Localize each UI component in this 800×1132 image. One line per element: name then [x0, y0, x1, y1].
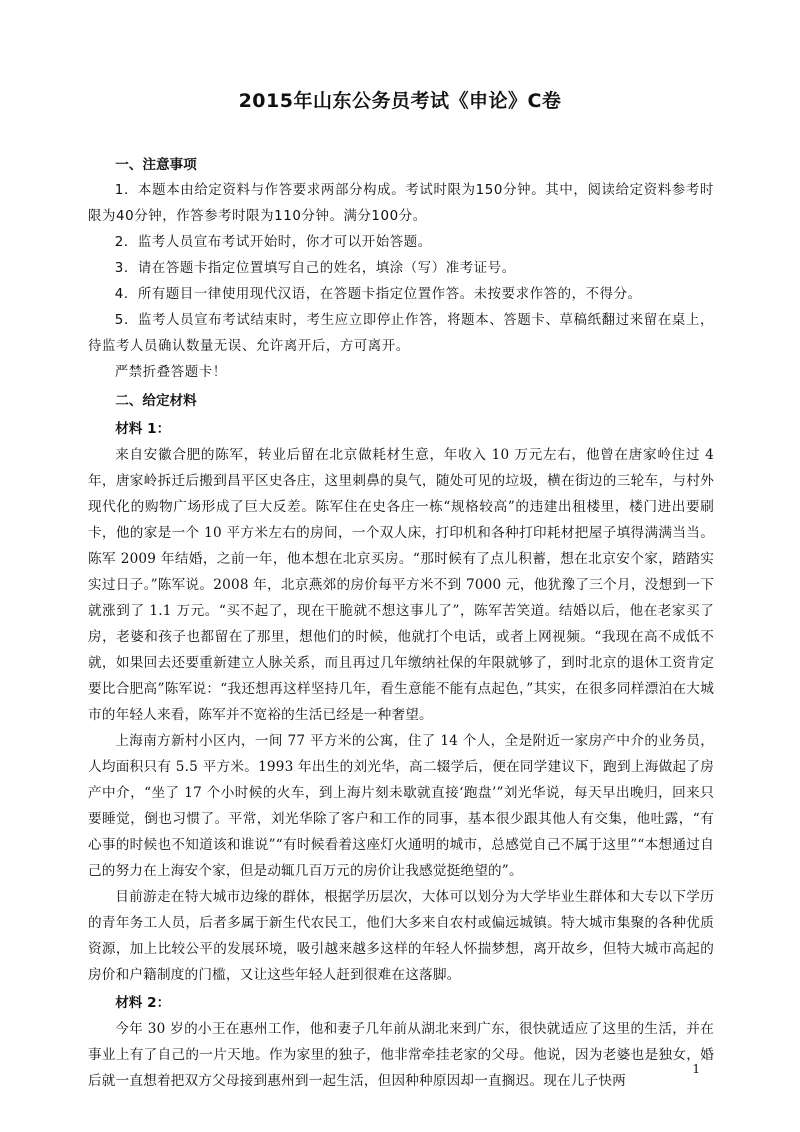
material-1-paragraph-2: 上海南方新村小区内，一间 77 平方米的公寓，住了 14 个人，全是附近一家房产中介的业务员，人均面积只有 5.5 平方米。1993 年出生的刘光华，高二辍学后，便在同学建议下，跑到上海做起了房产中介，“坐了 17 个小时候的火车，到上海片刻未歇就直接‘跑盘’”刘光华说，每天早出晚归，回来只要睡觉，倒也习惯了。平常，刘光华除了客户和工作的同事，基本很少跟其他人有交集，他吐露，“有心事的时候也不知道该和谁说”“有时候看着这座灯火通明的城市，总感觉自己不属于这里”“本想通过自己的努力在上海安个家，但是动辄几百万元的房价让我感觉挺绝望的”。 [88, 733, 714, 879]
material-2-label: 材料 2： [115, 995, 171, 1011]
material-1-paragraph-1: 来自安徽合肥的陈军，转业后留在北京做耗材生意，年收入 10 万元左右，他曾在唐家岭住过 4 年，唐家岭拆迁后搬到昌平区史各庄，这里刺鼻的臭气，随处可见的垃圾，横在街边的三轮车，与村外现代化的购物广场形成了巨大反差。陈军住在史各庄一栋“规格较高”的违建出租楼里，楼门进出要刷卡，他的家是一个 10 平方米左右的房间，一个双人床，打印机和各种打印耗材把屋子填得满满当当。陈军 2009 年结婚，之前一年，他本想在北京买房。“那时候有了点儿积蓄，想在北京安个家，踏踏实实过日子。”陈军说。2008 年，北京燕郊的房价每平方米不到 7000 元，他犹豫了三个月，没想到一下就涨到了 1.1 万元。“买不起了，现在干脆就不想这事儿了”，陈军苦笑道。结婚以后，他在老家买了房，老婆和孩子也都留在了那里，想他们的时候，他就打个电话，或者上网视频。“我现在高不成低不就，如果回去还要重新建立人脉关系，而且再过几年缴纳社保的年限就够了，到时北京的退休工资肯定要比合肥高”陈军说：“我还想再这样坚持几年，看生意能不能有点起色，”其实，在很多同样漂泊在大城市的年轻人来看，陈军并不宽裕的生活已经是一种奢望。 [88, 447, 714, 723]
material-2-paragraph-1: 今年 30 岁的小王在惠州工作，他和妻子几年前从湖北来到广东，很快就适应了这里的生活，并在事业上有了自己的一片天地。作为家里的独子，他非常牵挂老家的父母。他说，因为老婆也是独女，婚后就一直想着把双方父母接到惠州到一起生活，但因种种原因却一直搁迟。现在儿子快两 [88, 1021, 714, 1089]
material-1-paragraph-3: 目前游走在特大城市边缘的群体，根据学历层次，大体可以划分为大学毕业生群体和大专以下学历的青年务工人员，后者多属于新生代农民工，他们大多来自农村或偏远城镇。特大城市集聚的各种优质资源，加上比较公平的发展环境，吸引越来越多这样的年轻人怀揣梦想，离开故乡，但特大城市高起的房价和户籍制度的门槛，又让这些年轻人赶到很难在这落脚。 [88, 889, 714, 983]
notice-item-5: 5．监考人员宣布考试结束时，考生应立即停止作答，将题本、答题卡、草稿纸翻过来留在桌上，待监考人员确认数量无误、允许离开后，方可离开。 [88, 313, 714, 354]
section-heading-materials: 二、给定材料 [115, 393, 197, 409]
notice-item-2: 2．监考人员宣布考试开始时，你才可以开始答题。 [114, 235, 432, 250]
section-heading-notice: 一、注意事项 [115, 157, 197, 173]
notice-warning: 严禁折叠答题卡！ [114, 365, 227, 380]
document-body [88, 150, 714, 1094]
notice-item-4: 4．所有题目一律使用现代汉语，在答题卡指定位置作答。未按要求作答的，不得分。 [114, 287, 642, 302]
notice-item-3: 3．请在答题卡指定位置填写自己的姓名，填涂（写）准考证号。 [114, 261, 516, 276]
page-title: 2015年山东公务员考试《申论》C卷 [238, 90, 562, 112]
notice-item-1: 1．本题本由给定资料与作答要求两部分构成。考试时限为150分钟。其中，阅读给定资料参考时限为40分钟，作答参考时限为110分钟。满分100分。 [88, 183, 714, 224]
page-number: 1 [692, 1062, 700, 1076]
material-1-label: 材料 1： [115, 421, 171, 437]
